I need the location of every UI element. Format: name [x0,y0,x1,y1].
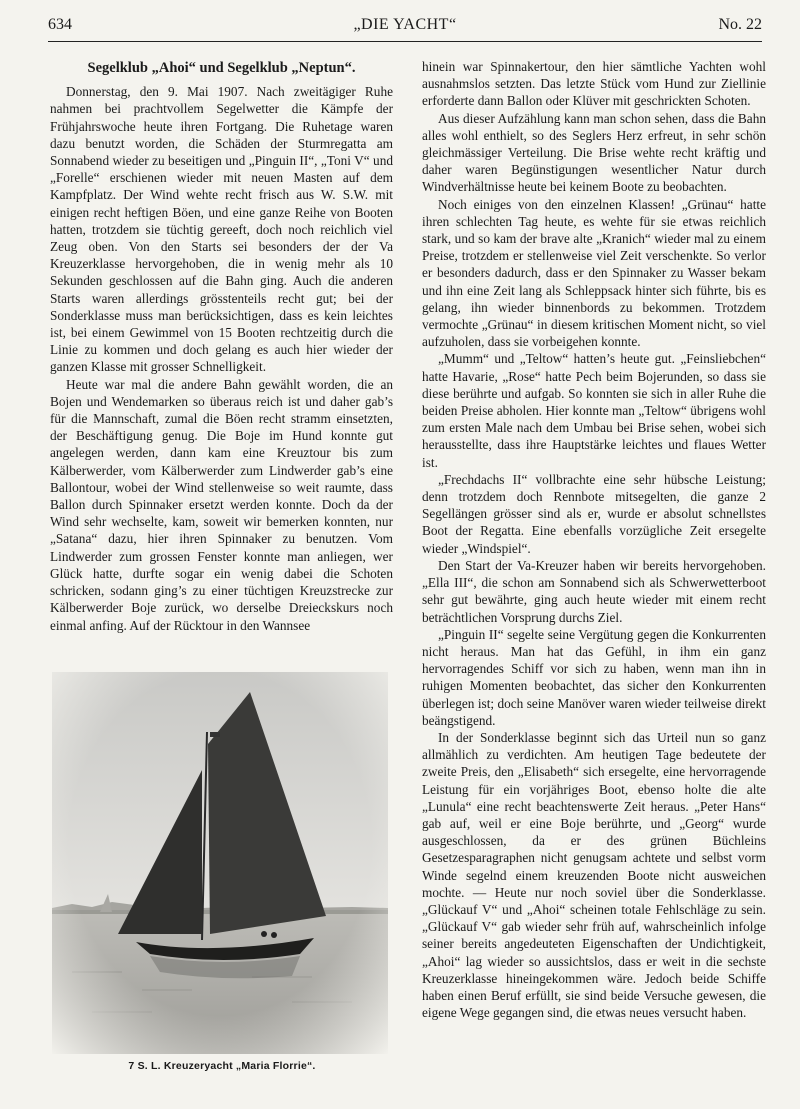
right-paragraph-1: hinein war Spinnakertour, den hier sämtliche Yachten wohl ausnahmslos setzten. Das letzte Stück vom Hund zur Ziellinie erforderte dann Ballon oder Klüver mit geschrickten Schoten. [422,59,766,109]
page-number: 634 [48,16,72,33]
right-column [422,58,766,1021]
issue-number: No. 22 [718,16,762,33]
header-rule [48,41,762,42]
left-paragraph-2: Heute war mal die andere Bahn gewählt worden, die an Bojen und Wendemarken so überaus reich ist und daher gab’s für die Mannschaft, zumal die Böen recht stramm einsetzten, der Beschäftigung genug. Die Boje im Hund konnte gut angelegen werden, dann kam eine Kreuztour bis zum Kälberwerder, vom Kälberwerder zum Lindwerder gab’s eine Ballontour, wobei der Wind stellenweise so weit raumte, dass Ballon durch Spinnaker ersetzt werden konnte. Doch da der Wind sehr wechselte, kam, soweit wir bemerken konnten, nur „Satana“ dazu, hier ihren Spinnaker zu benutzen. Vom Lindwerder zum grossen Fenster konnte man anliegen, wer Glück hatte, durfte sogar ein wenig dabei die Schoten schricken, sodann ging’s zu einer tüchtigen Kreuzstrecke zur Kälberwerder Boje zurück, wo derselbe Dreieckskurs noch einmal anfing. Auf der Rücktour in den Wannsee [50,376,393,633]
right-paragraph-6: Den Start der Va-Kreuzer haben wir bereits hervorgehoben. „Ella III“, die schon am Sonnabend sich als Schwerwetterboot sehr gut bewährte, ging auch heute wieder mit einem recht beträchtlichen Vorsprung durchs Ziel. [422,557,766,625]
photo-caption: 7 S. L. Kreuzeryacht „Maria Florrie“. [128,1060,316,1072]
yacht-photograph [52,672,388,1054]
left-paragraph-1: Donnerstag, den 9. Mai 1907. Nach zweitägiger Ruhe nahmen bei prachtvollem Segelwetter die Kämpfe der Frühjahrswoche heute ihren Fortgang. Die Ruhetage waren dazu benutzt worden, die Schäden der Sturmregatta am Sonnabend wieder zu beseitigen und „Pinguin II“, „Toni V“ und „Forelle“ erschienen wieder mit neuen Masten auf dem Kampfplatz. Der Wind wehte recht frisch aus W. S.W. mit einigen recht heftigen Böen, und eine ganze Reihe von Booten hatten, trotzdem sie tüchtig gereeft, doch noch reichlich viel Zeug oben. Von den Starts sei besonders der der Va Kreuzerklasse hervorgehoben, die in wenig mehr als 10 Sekunden geschlossen auf die Bahn ging. Auch die anderen Starts waren allerdings grösstenteils recht gut; bei der Sonderklasse muss man berücksichtigen, dass es kein leichtes ist, bei einem Gewimmel von 15 Booten rechtzeitig durch die Linie zu kommen und doch gelang es auch hier wieder der ganzen Klasse mit grosser Schnelligkeit. [50,84,393,375]
right-paragraph-2: Aus dieser Aufzählung kann man schon sehen, dass die Bahn alles wohl enthielt, so des Seglers Herz erfreut, in sehr schön gleichmässiger Verteilung. Die Brise wehte recht kräftig und daher waren Begünstigungen wesentlicher Natur durch Windverhältnisse heute bei keinem Boote zu beobachten. [422,110,766,195]
left-column [50,58,393,634]
article-title: Segelklub „Ahoi“ und Segelklub „Neptun“. [87,60,356,76]
right-paragraph-3: Noch einiges von den einzelnen Klassen! „Grünau“ hatte ihren schlechten Tag heute, es wehte für sie etwas reichlich stark, und so kam der brave alte „Kranich“ wieder mal zu einem Preise, trotzdem er stellenweise viel Zeit verschenkte. So verlor er besonders dadurch, dass er den Spinnaker zu Wasser bekam und ihn eine Zeit lang als Schleppsack hinter sich führte, bis es gelang, ihn wieder binnenbords zu bekommen. Trotzdem vermochte „Grünau“ in diesem kritischen Moment nicht, so viel aufzuholen, dass sie vorbeigehen konnte. [422,196,766,350]
right-paragraph-4: „Mumm“ und „Teltow“ hatten’s heute gut. „Feinsliebchen“ hatte Havarie, „Rose“ hatte Pech beim Bojerunden, so dass sie diese berührte und aufgab. So konnten sie sich in aller Ruhe die beiden Preise abholen. Hier konnte man „Teltow“ übrigens wohl zum ersten Male nach dem Umbau bei Brise sehen, wobei sich herausstellte, dass ihre Hauptstärke leichtes und flaues Wetter ist. [422,351,766,470]
right-paragraph-8: In der Sonderklasse beginnt sich das Urteil nun so ganz allmählich zu verdichten. Am heutigen Tage bedeutete der zweite Preis, den „Elisabeth“ sich ersegelte, eine hervorragende Leistung für ein vorjähriges Boot, ebenso holte die alte „Lunula“ eine recht beachtenswerte Zeit heraus. „Peter Hans“ gab auf, weil er eine Boje berührte, und „Georg“ wurde ausgeschlossen, da er des grünen Büchleins Gesetzesparagraphen nicht genugsam achtete und selbst vorm Winde segelnd einem kreuzenden Boote nicht ausweichen mochte. — Heute nur noch soviel über die Sonderklasse. „Glückauf V“ und „Ahoi“ scheinen totale Fehlschläge zu sein. „Glückauf V“ gab wieder sehr früh auf, wahrscheinlich infolge seiner bereits angedeuteten Eigenschaften der Undichtigkeit, „Ahoi“ lag wieder so aussichtslos, dass er weit in die sechste Kreuzerklasse hineingekommen wäre. Jedoch beide Schiffe haben einen Beruf erfüllt, sie sind beide Versuche gewesen, die eigene Wege gegangen sind, die etwas neues versucht haben. [422,729,766,1021]
right-paragraph-5: „Frechdachs II“ vollbrachte eine sehr hübsche Leistung; denn trotzdem doch Rennbote mitsegelten, die ganze 2 Segellängen grösser sind als er, wurde er absolut schnellstes Boot der Regatta. Eine ebenfalls vorzügliche Zeit ersegelte wieder „Windspiel“. [422,471,766,556]
right-paragraph-7: „Pinguin II“ segelte seine Vergütung gegen die Konkurrenten nicht heraus. Man hat das Gefühl, in ihm ein ganz hervorragendes Schiff vor sich zu haben, wenn man ihn in ruhigen Momenten beobachtet, das sicher den Konkurrenten überlegen ist; doch seine Manöver waren wieder teilweise direkt beängstigend. [422,626,766,728]
page-header [48,12,762,40]
journal-title: „DIE YACHT“ [353,16,457,33]
